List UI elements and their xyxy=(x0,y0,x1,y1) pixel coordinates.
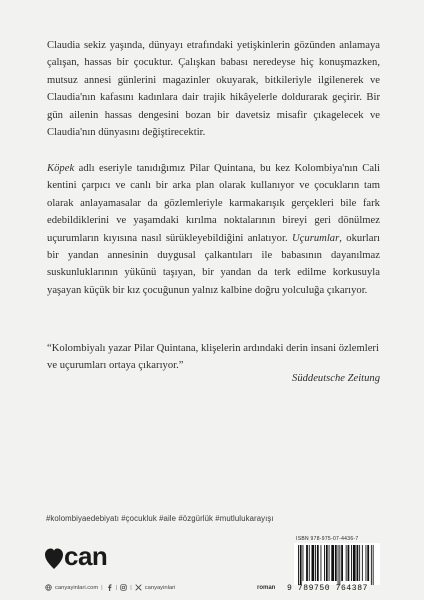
synopsis-paragraph-1: Claudia sekiz yaşında, dünyayı etrafındaki yetişkinlerin gözünden anlamaya çalışan, hassas bir çocuktur. Çalışkan babası neredeyse hiç konuşmazken, mutsuz annesi günlerini magazinler okuyarak, bitkileriyle ilgilenerek ve Claudia'nın kafasını kadınlara dair trajik hikâyelerle doldurarak geçirir. Bir gün ailenin hassas dengesini bozan bir davetsiz misafir çıkagelecek ve Claudia'nın dünyasını değiştirecektir. xyxy=(47,40,380,139)
barcode-bar xyxy=(329,545,330,581)
separator: | xyxy=(115,584,118,591)
separator: | xyxy=(101,584,103,591)
social-handle[interactable]: canyayinlari xyxy=(144,584,176,591)
book-title-ucurumlar: Uçurumlar xyxy=(292,232,340,244)
barcode-bar xyxy=(315,545,316,581)
review-quote: “Kolombiyalı yazar Pilar Quintana, klişelerin ardındaki derin insani özlemleri ve uçurumları ortaya çıkarıyor.” xyxy=(47,343,379,372)
barcode-bar xyxy=(362,545,363,581)
publisher-logo-text: can xyxy=(64,541,108,571)
book-title-kopek: Köpek xyxy=(47,163,75,174)
publisher-contacts xyxy=(45,584,175,591)
barcode-bar xyxy=(338,545,339,585)
facebook-icon[interactable] xyxy=(106,584,113,591)
barcode-bar xyxy=(341,545,343,581)
barcode-bar xyxy=(351,545,352,581)
barcode-bar xyxy=(324,545,325,581)
synopsis-paragraph-2 xyxy=(47,160,380,299)
paragraph-2-text-b: , okurları bir yandan annesinin duygusal çalkantıları ile babasının dayanılmaz suskunluklarının yükünü taşıyan, bir yandan da terk edilme korkusuyla yaşayan küçük bir kız çocuğunun yalnız kalbine doğru yolculuğa çıkarıyor. xyxy=(47,232,380,296)
barcode-bar xyxy=(367,545,369,581)
globe-icon xyxy=(45,584,52,591)
instagram-icon[interactable] xyxy=(120,584,127,591)
barcode-bar xyxy=(357,545,359,581)
x-icon[interactable] xyxy=(135,584,142,591)
barcode-bar xyxy=(339,545,340,585)
barcode-bar xyxy=(373,545,374,585)
barcode-bar xyxy=(335,545,337,581)
barcode-bar xyxy=(303,545,304,581)
barcode-bar xyxy=(346,545,347,581)
barcode-bar xyxy=(359,545,360,581)
barcode-bar xyxy=(317,545,319,581)
publisher-logo xyxy=(45,541,108,573)
hashtags: #kolombiyaedebiyatı #çocukluk #aile #özgürlük #mutlulukarayışı xyxy=(46,514,274,523)
barcode-bar xyxy=(306,545,308,581)
category-label: roman xyxy=(257,585,276,591)
barcode-digits: 9 789750 764387 xyxy=(287,584,369,593)
paragraph-2-text-a: adlı eseriyle tanıdığımız Pilar Quintana, bu kez Kolombiya'nın Cali kentini çarpıcı ve canlı bir arka plan olarak kullanıyor ve çocukların tam olarak anlayamasalar da gözlemleriyle karmakarışık gerçekleri bile fark edebildiklerini ve yaşamdaki kırılma noktalarının bireyi geri dönülmez uçurumların kıyısına nasıl sürükleyebildiğini anlatıyor. xyxy=(47,163,380,244)
barcode-bar xyxy=(371,545,372,585)
barcode-graphic xyxy=(294,543,380,585)
barcode-bar xyxy=(366,545,367,581)
barcode xyxy=(294,543,380,585)
barcode-bar xyxy=(298,545,299,585)
barcode-bar xyxy=(326,545,328,581)
barcode-bar xyxy=(353,545,356,581)
barcode-bar xyxy=(348,545,350,581)
barcode-bar xyxy=(331,545,334,581)
barcode-bar xyxy=(309,545,310,581)
isbn-label: ISBN 978-975-07-4436-7 xyxy=(296,536,359,542)
website-link[interactable]: canyayinlari.com xyxy=(55,584,99,591)
barcode-bar xyxy=(300,545,302,585)
separator: | xyxy=(130,584,132,591)
quote-source: Süddeutsche Zeitung xyxy=(292,373,380,384)
barcode-bar xyxy=(321,545,322,581)
barcode-bar xyxy=(312,545,315,581)
